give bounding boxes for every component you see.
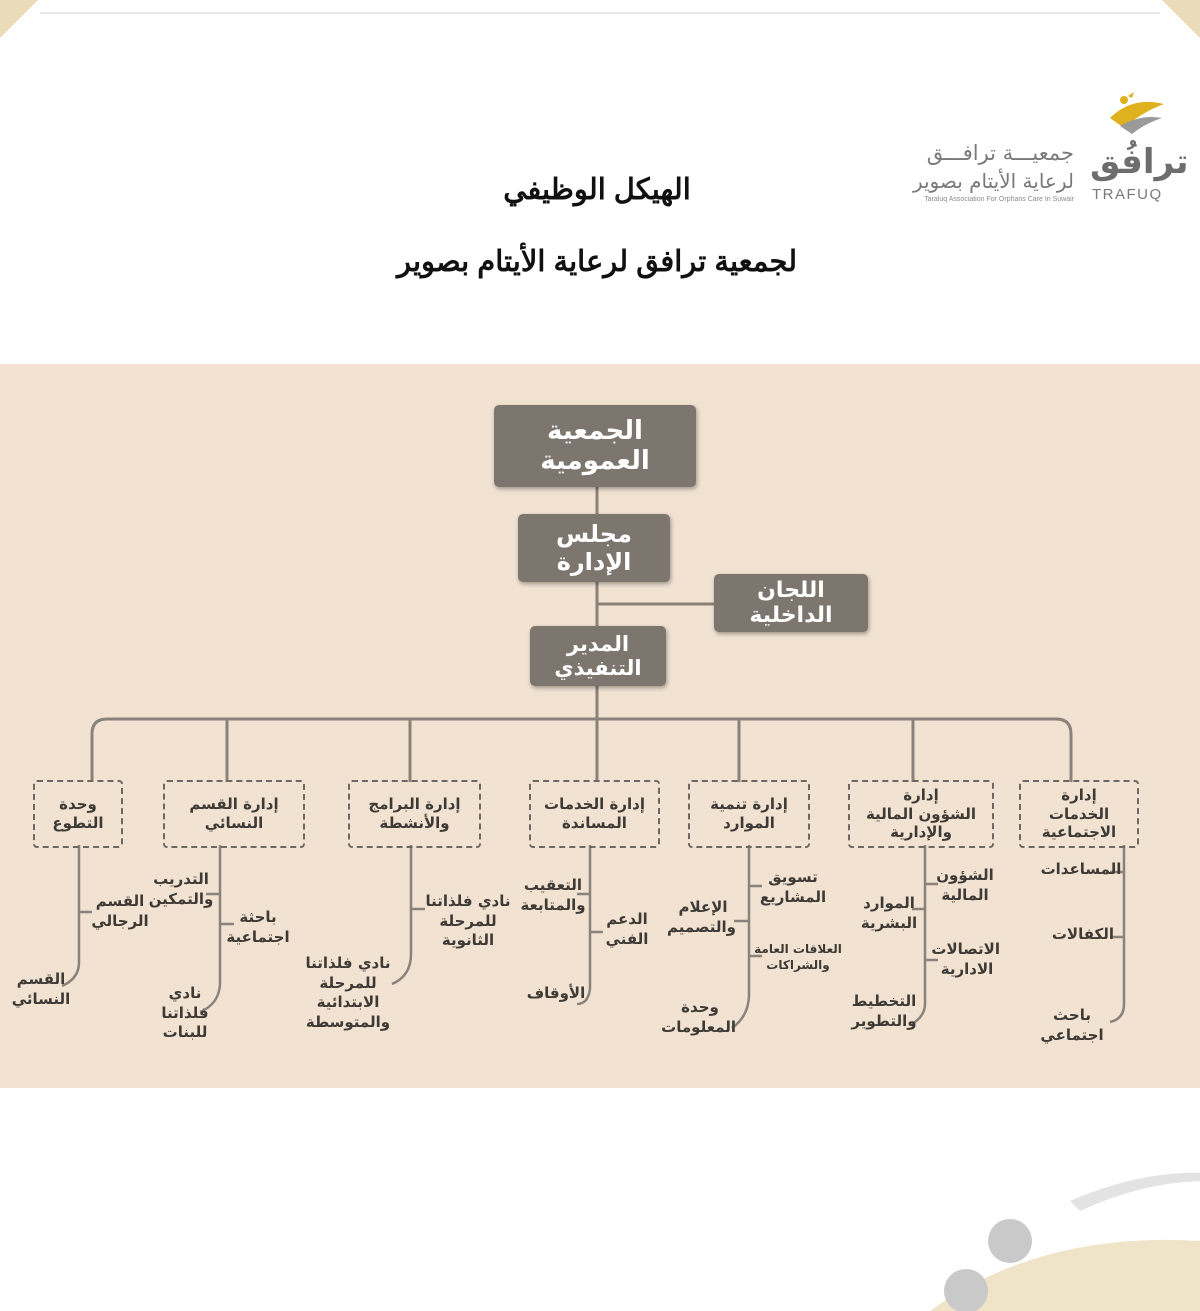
unit-training-empowerment: التدريب والتمكين	[148, 870, 214, 908]
page-title: الهيكل الوظيفي	[503, 174, 691, 206]
dept-resource-development: إدارة تنمية الموارد	[688, 780, 810, 848]
corner-decoration-top-right	[1140, 0, 1200, 50]
unit-female-social-researcher: باحثة اجتماعية	[226, 908, 290, 946]
unit-project-marketing: تسويق المشاريع	[759, 868, 827, 906]
dept-programs-activities: إدارة البرامج والأنشطة	[348, 780, 481, 848]
org-chart-panel	[0, 364, 1200, 1088]
unit-men-section: القسم الرجالي	[91, 892, 149, 930]
general-assembly-box: الجمعية العمومية	[494, 405, 696, 487]
unit-sponsorships: الكفالات	[1051, 925, 1114, 943]
bottom-decoration	[900, 1111, 1200, 1311]
dept-finance-admin: إدارة الشؤون المالية والإدارية	[848, 780, 994, 848]
unit-social-researcher: باحث اجتماعي	[1040, 1006, 1104, 1044]
logo-arabic-wordmark: ترافُق	[1090, 142, 1189, 182]
unit-women-section: القسم النسائي	[11, 970, 71, 1008]
unit-girls-club: نادي فلذاتنا للبنات	[161, 984, 209, 1041]
dept-volunteer-unit: وحدة التطوع	[33, 780, 123, 848]
unit-technical-support: الدعم الفني	[605, 910, 649, 948]
unit-public-relations: العلاقات العامة والشراكات	[754, 942, 842, 972]
unit-follow-up: التعقيب والمتابعة	[520, 876, 586, 914]
unit-planning-development: التخطيط والتطوير	[851, 992, 917, 1030]
page-subtitle: لجمعية ترافق لرعاية الأيتام بصوير	[396, 246, 798, 278]
unit-information: وحدة المعلومات	[661, 998, 736, 1036]
executive-director-box: المدير التنفيذي	[530, 626, 666, 686]
internal-committees-box: اللجان الداخلية	[714, 574, 868, 632]
org-name-line1: جمعيـــة ترافـــق	[926, 141, 1074, 165]
org-name-line2: لرعاية الأيتام بصوير	[912, 169, 1074, 193]
unit-financial-affairs: الشؤون المالية	[936, 866, 994, 904]
unit-club-secondary: نادي فلذاتنا للمرحلة الثانوية	[425, 892, 511, 949]
unit-admin-communications: الاتصالات الادارية	[931, 940, 1000, 978]
dept-women-section: إدارة القسم النسائي	[163, 780, 305, 848]
dept-social-services: إدارة الخدمات الاجتماعية	[1019, 780, 1139, 848]
logo-emblem-icon	[1102, 88, 1172, 138]
dept-support-services: إدارة الخدمات المساندة	[529, 780, 660, 848]
unit-club-primary-intermediate: نادي فلذاتنا للمرحلة الابتدائية والمتوسطة	[305, 954, 391, 1031]
unit-assistance: المساعدات	[1040, 860, 1122, 878]
unit-endowments: الأوقاف	[526, 984, 586, 1002]
top-divider	[40, 12, 1160, 14]
logo-english-wordmark: TRAFUQ	[1092, 186, 1163, 203]
corner-decoration-top-left	[0, 0, 60, 50]
org-name-english: Taraluq Association For Orphans Care In Suwair	[924, 196, 1074, 203]
unit-human-resources: الموارد البشرية	[860, 894, 918, 932]
board-of-directors-box: مجلس الإدارة	[518, 514, 670, 582]
unit-media-design: الإعلام والتصميم	[667, 898, 736, 936]
